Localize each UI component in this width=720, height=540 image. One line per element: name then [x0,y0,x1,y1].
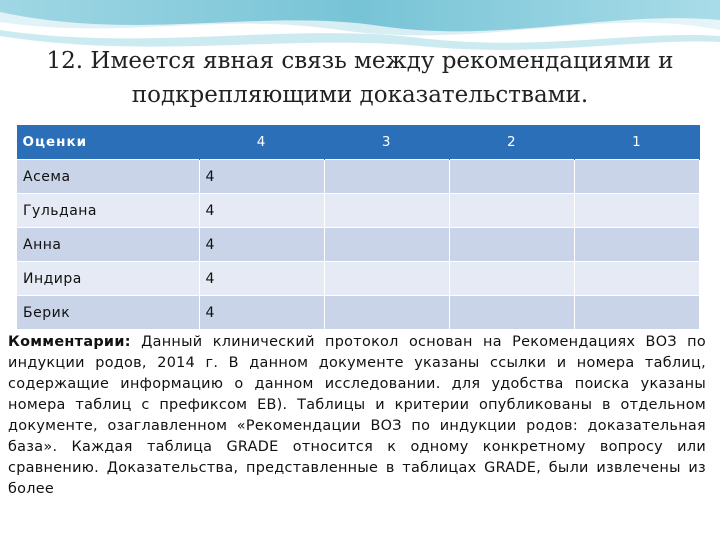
cell-grade-3 [324,228,449,262]
table-header-row [17,125,700,160]
cell-grade-1 [574,160,699,194]
row-name: Берик [17,296,200,330]
cell-grade-4: 4 [199,228,324,262]
cell-grade-4: 4 [199,296,324,330]
cell-grade-3 [324,296,449,330]
grades-table [16,125,700,330]
row-name: Гульдана [17,194,200,228]
header-grade-4: 4 [199,125,324,160]
cell-grade-4: 4 [199,194,324,228]
cell-grade-2 [449,262,574,296]
cell-grade-3 [324,160,449,194]
table-row [17,160,700,194]
cell-grade-4: 4 [199,160,324,194]
cell-grade-4: 4 [199,262,324,296]
cell-grade-1 [574,194,699,228]
cell-grade-2 [449,296,574,330]
cell-grade-1 [574,228,699,262]
header-grade-1: 1 [574,125,699,160]
cell-grade-3 [324,262,449,296]
header-grade-2: 2 [449,125,574,160]
cell-grade-2 [449,228,574,262]
row-name: Асема [17,160,200,194]
comments-label: Комментарии: [8,334,131,350]
cell-grade-1 [574,296,699,330]
cell-grade-1 [574,262,699,296]
table-row [17,296,700,330]
cell-grade-3 [324,194,449,228]
cell-grade-2 [449,194,574,228]
cell-grade-2 [449,160,574,194]
table-row [17,194,700,228]
table-row [17,262,700,296]
row-name: Анна [17,228,200,262]
header-grades: Оценки [17,125,200,160]
header-grade-3: 3 [324,125,449,160]
row-name: Индира [17,262,200,296]
slide-title: 12. Имеется явная связь между рекомендациями и подкрепляющими доказательствами. [46,48,674,108]
comments-paragraph [8,332,706,500]
comments-text: Данный клинический протокол основан на Рекомендациях ВОЗ по индукции родов, 2014 г. В данном документе указаны ссылки и номера таблиц, содержащие информацию о данном исследовании. для удобства поиска указаны номера таблиц с префиксом EB). Таблицы и критерии опубликованы в отдельном документе, озаглавленном «Рекомендации ВОЗ по индукции родов: доказательная база». Каждая таблица GRADE относится к одному конкретному вопросу или сравнению. Доказательства, представленные в таблицах GRADE, были извлечены из более [8,334,706,497]
table-row [17,228,700,262]
